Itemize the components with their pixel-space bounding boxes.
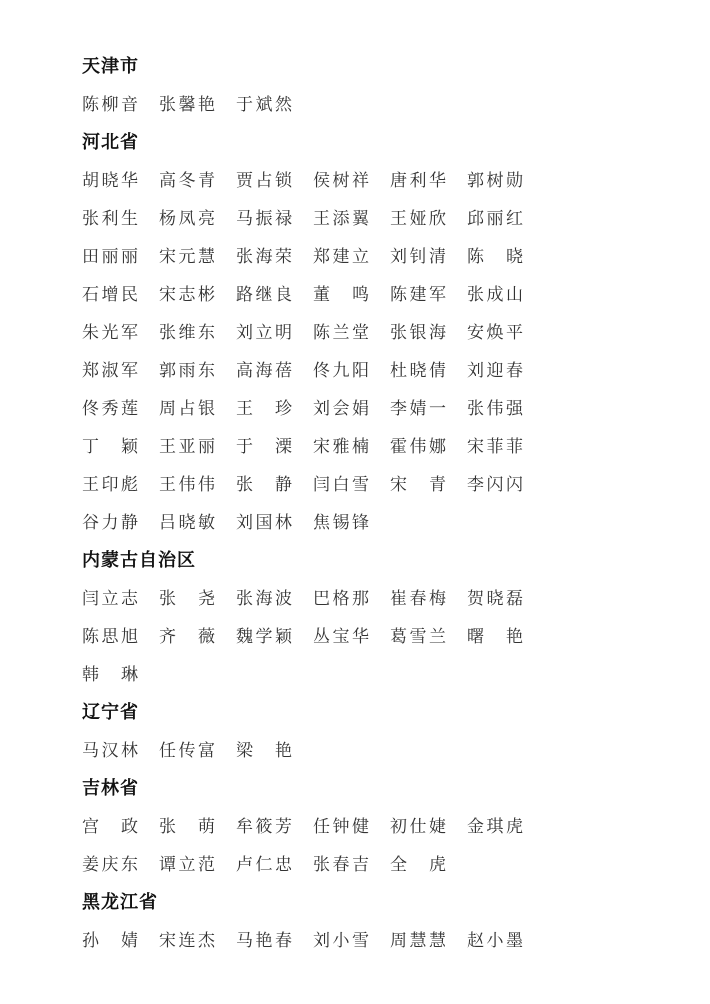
name-row xyxy=(82,926,642,964)
name-row xyxy=(82,584,642,622)
person-name: 李 婧 一 xyxy=(390,399,446,419)
person-name: 郑 淑 军 xyxy=(82,361,138,381)
person-name: 佟 九 阳 xyxy=(313,361,369,381)
name-row xyxy=(82,622,642,660)
person-name: 卢 仁 忠 xyxy=(236,855,292,875)
name-row xyxy=(82,318,642,356)
person-name: 周 慧 慧 xyxy=(390,931,446,951)
person-name: 谷 力 静 xyxy=(82,513,138,533)
person-name: 李 闪 闪 xyxy=(467,475,523,495)
person-name: 葛 雪 兰 xyxy=(390,627,446,647)
person-name: 崔 春 梅 xyxy=(390,589,446,609)
person-name: 张 海 荣 xyxy=(236,247,292,267)
person-name: 陈 柳 音 xyxy=(82,95,138,115)
name-row xyxy=(82,660,642,698)
person-name: 宫 政 xyxy=(82,817,138,837)
person-name: 谭 立 范 xyxy=(159,855,215,875)
person-name: 梁 艳 xyxy=(236,741,292,761)
person-name: 韩 琳 xyxy=(82,665,138,685)
person-name: 贾 占 锁 xyxy=(236,171,292,191)
person-name: 刘 小 雪 xyxy=(313,931,369,951)
person-name: 姜 庆 东 xyxy=(82,855,138,875)
person-name: 胡 晓 华 xyxy=(82,171,138,191)
region-heading: 天津市 xyxy=(82,56,139,77)
person-name: 马 振 禄 xyxy=(236,209,292,229)
person-name: 张 尧 xyxy=(159,589,215,609)
name-row xyxy=(82,508,642,546)
person-name: 巴 格 那 xyxy=(313,589,369,609)
person-name: 张 维 东 xyxy=(159,323,215,343)
name-row xyxy=(82,356,642,394)
person-name: 刘 迎 春 xyxy=(467,361,523,381)
person-name: 初 仕 婕 xyxy=(390,817,446,837)
person-name: 吕 晓 敏 xyxy=(159,513,215,533)
region-heading: 吉林省 xyxy=(82,778,139,799)
person-name: 宋 连 杰 xyxy=(159,931,215,951)
person-name: 赵 小 墨 xyxy=(467,931,523,951)
person-name: 曙 艳 xyxy=(467,627,523,647)
person-name: 丛 宝 华 xyxy=(313,627,369,647)
person-name: 刘 会 娟 xyxy=(313,399,369,419)
person-name: 唐 利 华 xyxy=(390,171,446,191)
person-name: 田 丽 丽 xyxy=(82,247,138,267)
person-name: 宋 志 彬 xyxy=(159,285,215,305)
name-row xyxy=(82,394,642,432)
region-heading: 辽宁省 xyxy=(82,702,139,723)
person-name: 宋 雅 楠 xyxy=(313,437,369,457)
person-name: 张 静 xyxy=(236,475,292,495)
person-name: 任 钟 健 xyxy=(313,817,369,837)
person-name: 高 冬 青 xyxy=(159,171,215,191)
name-row xyxy=(82,204,642,242)
person-name: 马 艳 春 xyxy=(236,931,292,951)
name-row xyxy=(82,90,642,128)
person-name: 张 银 海 xyxy=(390,323,446,343)
name-list xyxy=(82,52,642,964)
person-name: 张 利 生 xyxy=(82,209,138,229)
name-row xyxy=(82,432,642,470)
person-name: 宋 菲 菲 xyxy=(467,437,523,457)
person-name: 张 萌 xyxy=(159,817,215,837)
person-name: 王 印 彪 xyxy=(82,475,138,495)
name-row xyxy=(82,166,642,204)
person-name: 马 汉 林 xyxy=(82,741,138,761)
person-name: 于 溧 xyxy=(236,437,292,457)
person-name: 杜 晓 倩 xyxy=(390,361,446,381)
person-name: 张 馨 艳 xyxy=(159,95,215,115)
person-name: 金 琪 虎 xyxy=(467,817,523,837)
person-name: 张 春 吉 xyxy=(313,855,369,875)
person-name: 陈 思 旭 xyxy=(82,627,138,647)
person-name: 闫 白 雪 xyxy=(313,475,369,495)
person-name: 王 亚 丽 xyxy=(159,437,215,457)
person-name: 陈 兰 堂 xyxy=(313,323,369,343)
person-name: 齐 薇 xyxy=(159,627,215,647)
person-name: 王 娅 欣 xyxy=(390,209,446,229)
name-row xyxy=(82,812,642,850)
person-name: 丁 颖 xyxy=(82,437,138,457)
person-name: 刘 立 明 xyxy=(236,323,292,343)
person-name: 周 占 银 xyxy=(159,399,215,419)
region-heading: 黑龙江省 xyxy=(82,892,158,913)
person-name: 陈 晓 xyxy=(467,247,523,267)
person-name: 郑 建 立 xyxy=(313,247,369,267)
person-name: 郭 树 勋 xyxy=(467,171,523,191)
person-name: 侯 树 祥 xyxy=(313,171,369,191)
person-name: 张 海 波 xyxy=(236,589,292,609)
person-name: 刘 国 林 xyxy=(236,513,292,533)
person-name: 焦 锡 锋 xyxy=(313,513,369,533)
person-name: 陈 建 军 xyxy=(390,285,446,305)
person-name: 宋 元 慧 xyxy=(159,247,215,267)
person-name: 邱 丽 红 xyxy=(467,209,523,229)
person-name: 路 继 良 xyxy=(236,285,292,305)
person-name: 魏 学 颖 xyxy=(236,627,292,647)
name-row xyxy=(82,850,642,888)
person-name: 杨 凤 亮 xyxy=(159,209,215,229)
person-name: 石 增 民 xyxy=(82,285,138,305)
person-name: 宋 青 xyxy=(390,475,446,495)
region-heading: 河北省 xyxy=(82,132,139,153)
person-name: 佟 秀 莲 xyxy=(82,399,138,419)
person-name: 刘 钊 清 xyxy=(390,247,446,267)
person-name: 贺 晓 磊 xyxy=(467,589,523,609)
name-row xyxy=(82,242,642,280)
person-name: 高 海 蓓 xyxy=(236,361,292,381)
person-name: 王 添 翼 xyxy=(313,209,369,229)
region-heading: 内蒙古自治区 xyxy=(82,550,196,571)
person-name: 朱 光 军 xyxy=(82,323,138,343)
name-row xyxy=(82,470,642,508)
person-name: 安 焕 平 xyxy=(467,323,523,343)
name-row xyxy=(82,736,642,774)
name-row xyxy=(82,280,642,318)
person-name: 孙 婧 xyxy=(82,931,138,951)
person-name: 牟 筱 芳 xyxy=(236,817,292,837)
person-name: 郭 雨 东 xyxy=(159,361,215,381)
person-name: 张 成 山 xyxy=(467,285,523,305)
person-name: 王 伟 伟 xyxy=(159,475,215,495)
person-name: 霍 伟 娜 xyxy=(390,437,446,457)
person-name: 王 珍 xyxy=(236,399,292,419)
person-name: 全 虎 xyxy=(390,855,446,875)
person-name: 张 伟 强 xyxy=(467,399,523,419)
person-name: 于 斌 然 xyxy=(236,95,292,115)
person-name: 董 鸣 xyxy=(313,285,369,305)
person-name: 任 传 富 xyxy=(159,741,215,761)
person-name: 闫 立 志 xyxy=(82,589,138,609)
